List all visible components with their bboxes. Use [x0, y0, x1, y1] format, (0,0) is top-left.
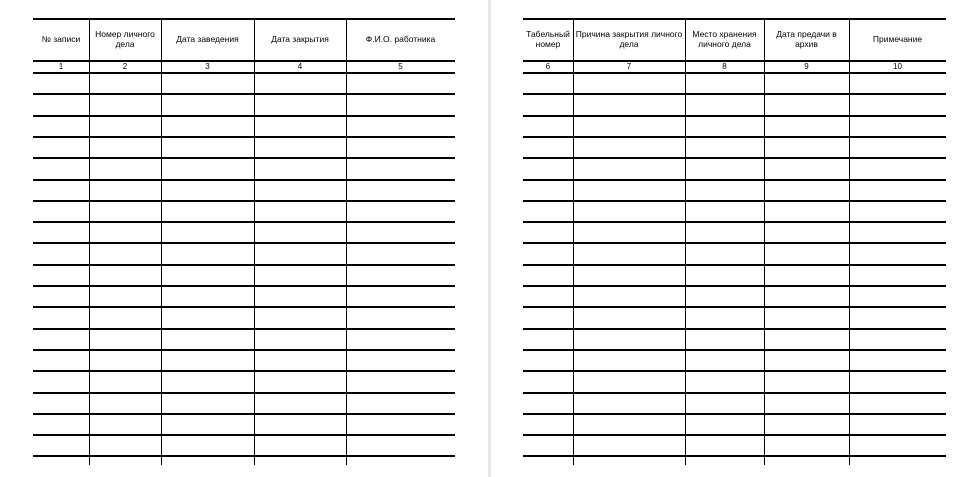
- column-header: Ф.И.О. работника: [365, 34, 436, 45]
- table-row: [33, 95, 455, 114]
- table-row: [33, 202, 455, 221]
- table-row: [523, 202, 946, 221]
- column-number: 2: [122, 62, 128, 72]
- column-number: 9: [804, 62, 809, 72]
- column-number: 7: [626, 62, 632, 72]
- column-number: 5: [398, 62, 403, 72]
- row-rule: [33, 455, 455, 457]
- table-row: [33, 181, 455, 200]
- table-row: [33, 138, 455, 157]
- table-row: [33, 308, 455, 327]
- column-number: 4: [297, 62, 303, 72]
- column-header: Дата предачи в архив: [776, 29, 837, 49]
- table-row: [523, 330, 946, 349]
- table-row: [33, 117, 455, 136]
- table-row: [523, 436, 946, 455]
- table-row: [33, 436, 455, 455]
- table-row: [523, 138, 946, 157]
- column-header: Дата заведения: [176, 34, 239, 45]
- column-header: Номер личного дела: [95, 29, 155, 49]
- table-row: [523, 287, 946, 306]
- table-row: [33, 372, 455, 391]
- table-row: [33, 159, 455, 178]
- column-number: 8: [722, 62, 727, 72]
- table-row: [523, 308, 946, 327]
- column-header: Дата закрытия: [271, 34, 329, 45]
- table-row: [523, 95, 946, 114]
- column-header: Место хранения личного дела: [692, 29, 757, 49]
- table-row: [33, 330, 455, 349]
- column-header: Табельный номер: [526, 29, 570, 49]
- table-row: [523, 372, 946, 391]
- column-header: № записи: [41, 34, 81, 45]
- table-row: [33, 394, 455, 413]
- table-row: [33, 415, 455, 434]
- table-row: [33, 266, 455, 285]
- journal-page-right: [491, 0, 977, 477]
- table-row: [523, 394, 946, 413]
- table-row: [523, 117, 946, 136]
- table-row: [523, 74, 946, 93]
- table-row: [523, 266, 946, 285]
- column-number: 1: [58, 62, 64, 72]
- column-header: Причина закрытия личного дела: [575, 29, 683, 49]
- table-row: [33, 287, 455, 306]
- table-row: [33, 223, 455, 242]
- journal-page-left: [0, 0, 488, 477]
- table-row: [33, 74, 455, 93]
- table-row: [33, 244, 455, 263]
- table-row: [523, 244, 946, 263]
- column-number: 3: [205, 62, 210, 72]
- column-number: 10: [893, 62, 902, 72]
- row-rule: [523, 455, 946, 457]
- table-row: [523, 159, 946, 178]
- column-header: Примечание: [872, 34, 923, 45]
- table-row: [523, 223, 946, 242]
- table-row: [523, 415, 946, 434]
- table-row: [523, 351, 946, 370]
- column-number: 6: [545, 62, 551, 72]
- table-row: [523, 181, 946, 200]
- table-row: [33, 351, 455, 370]
